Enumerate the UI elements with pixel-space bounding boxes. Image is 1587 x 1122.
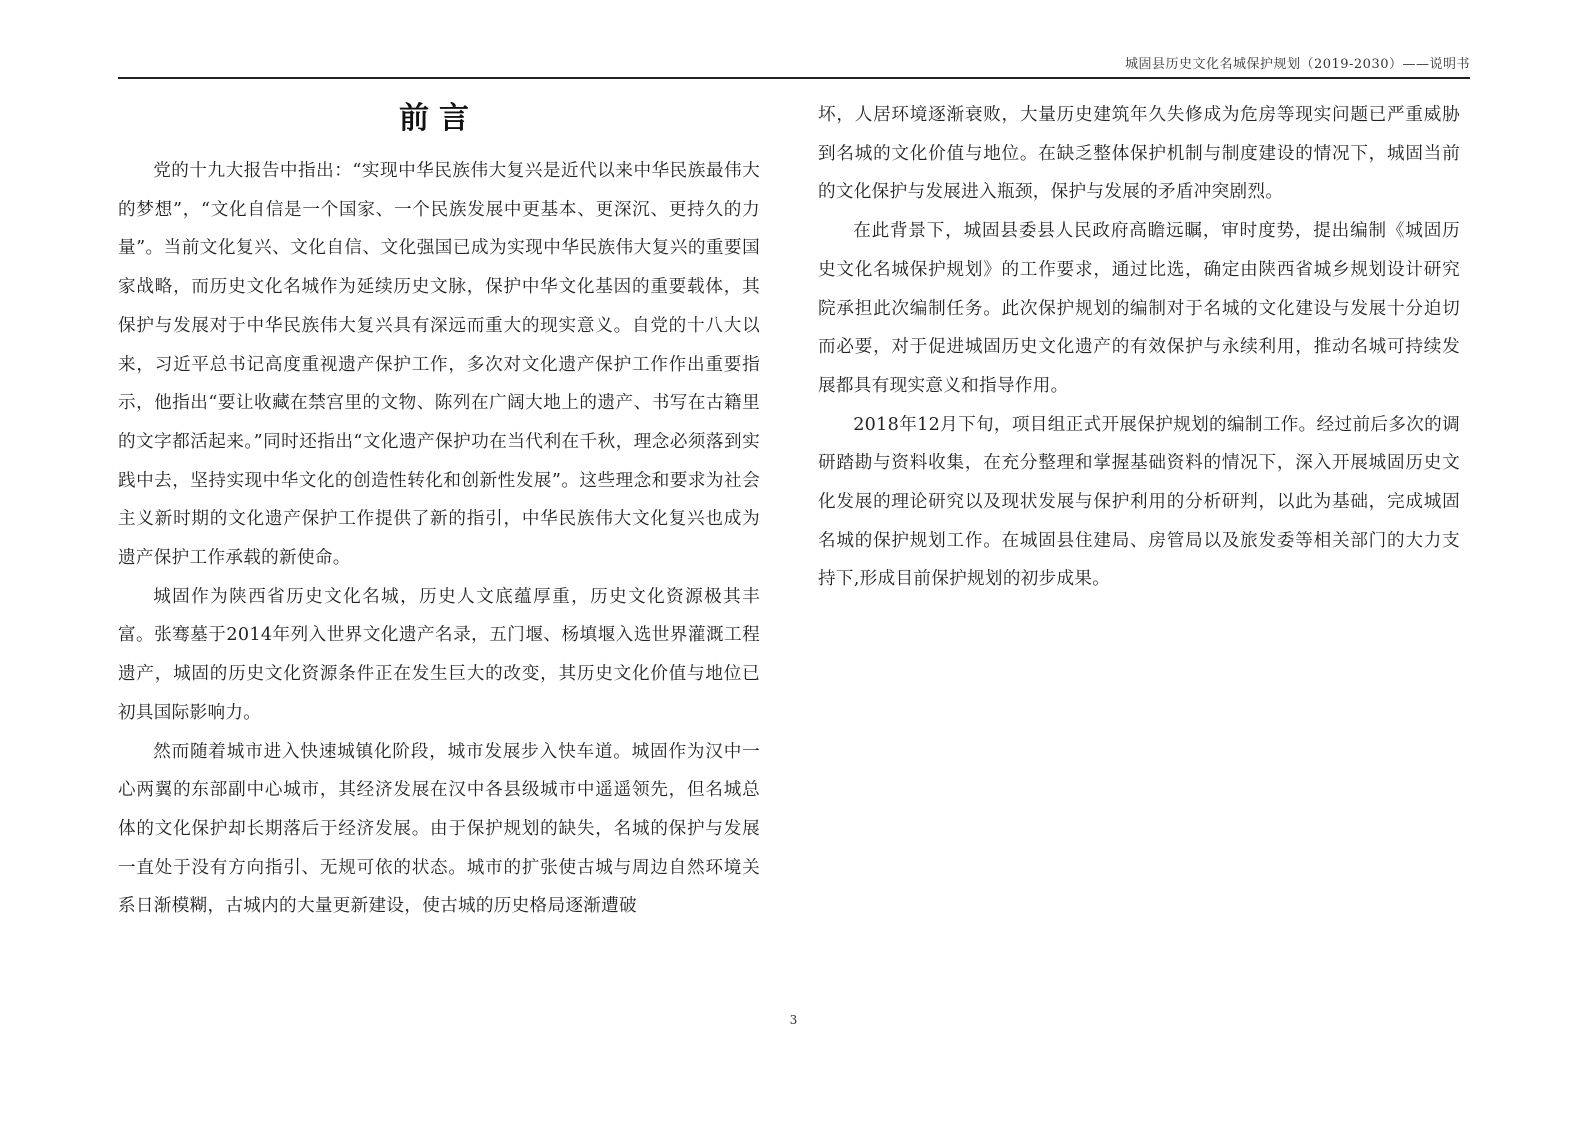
page-header (118, 40, 1470, 79)
page-number: 3 (789, 1013, 798, 1027)
body-paragraph-continued: 坏，人居环境逐渐衰败，大量历史建筑年久失修成为危房等现实问题已严重威胁到名城的文化价值与地位。在缺乏整体保护机制与制度建设的情况下，城固当前的文化保护与发展进入瓶颈，保护与发展的矛盾冲突剧烈。 (818, 105, 1460, 203)
body-paragraph: 在此背景下，城固县委县人民政府高瞻远瞩，审时度势，提出编制《城固历史文化名城保护规划》的工作要求，通过比选，确定由陕西省城乡规划设计研究院承担此次编制任务。此次保护规划的编制对于名城的文化建设与发展十分迫切而必要，对于促进城固历史文化遗产的有效保护与永续利用，推动名城可持续发展都具有现实意义和指导作用。 (818, 221, 1460, 396)
body-paragraph: 城固作为陕西省历史文化名城，历史人文底蕴厚重，历史文化资源极其丰富。张骞墓于2014年列入世界文化遗产名录，五门堰、杨填堰入选世界灌溉工程遗产，城固的历史文化资源条件正在发生巨大的改变，其历史文化价值与地位已初具国际影响力。 (118, 586, 760, 723)
body-paragraph: 2018年12月下旬，项目组正式开展保护规划的编制工作。经过前后多次的调研踏勘与资料收集，在充分整理和掌握基础资料的情况下，深入开展城固历史文化发展的理论研究以及现状发展与保护利用的分析研判，以此为基础，完成城固名城的保护规划工作。在城固县住建局、房管局以及旅发委等相关部门的大力支持下,形成目前保护规划的初步成果。 (818, 414, 1460, 590)
body-paragraph: 党的十九大报告中指出：“实现中华民族伟大复兴是近代以来中华民族最伟大的梦想”，“文化自信是一个国家、一个民族发展中更基本、更深沉、更持久的力量”。当前文化复兴、文化自信、文化强国已成为实现中华民族伟大复兴的重要国家战略，而历史文化名城作为延续历史文脉，保护中华文化基因的重要载体，其保护与发展对于中华民族伟大复兴具有深远而重大的现实意义。自党的十八大以来，习近平总书记高度重视遗产保护工作，多次对文化遗产保护工作作出重要指示，他指出“要让收藏在禁宫里的文物、陈列在广阔大地上的遗产、书写在古籍里的文字都活起来。”同时还指出“文化遗产保护功在当代利在千秋，理念必须落到实践中去，坚持实现中华文化的创造性转化和创新性发展”。这些理念和要求为社会主义新时期的文化遗产保护工作提供了新的指引，中华民族伟大文化复兴也成为遗产保护工作承载的新使命。 (118, 161, 760, 569)
body-paragraph: 然而随着城市进入快速城镇化阶段，城市发展步入快车道。城固作为汉中一心两翼的东部副中心城市，其经济发展在汉中各县级城市中遥遥领先，但名城总体的文化保护却长期落后于经济发展。由于保护规划的缺失，名城的保护与发展一直处于没有方向指引、无规可依的状态。城市的扩张使古城与周边自然环境关系日渐模糊，古城内的大量更新建设，使古城的历史格局逐渐遭破 (118, 741, 760, 917)
right-column (818, 96, 1460, 599)
left-column (118, 95, 760, 926)
page-title: 前言 (399, 101, 479, 136)
document-header-title: 城固县历史文化名城保护规划（2019-2030）——说明书 (1124, 57, 1470, 72)
